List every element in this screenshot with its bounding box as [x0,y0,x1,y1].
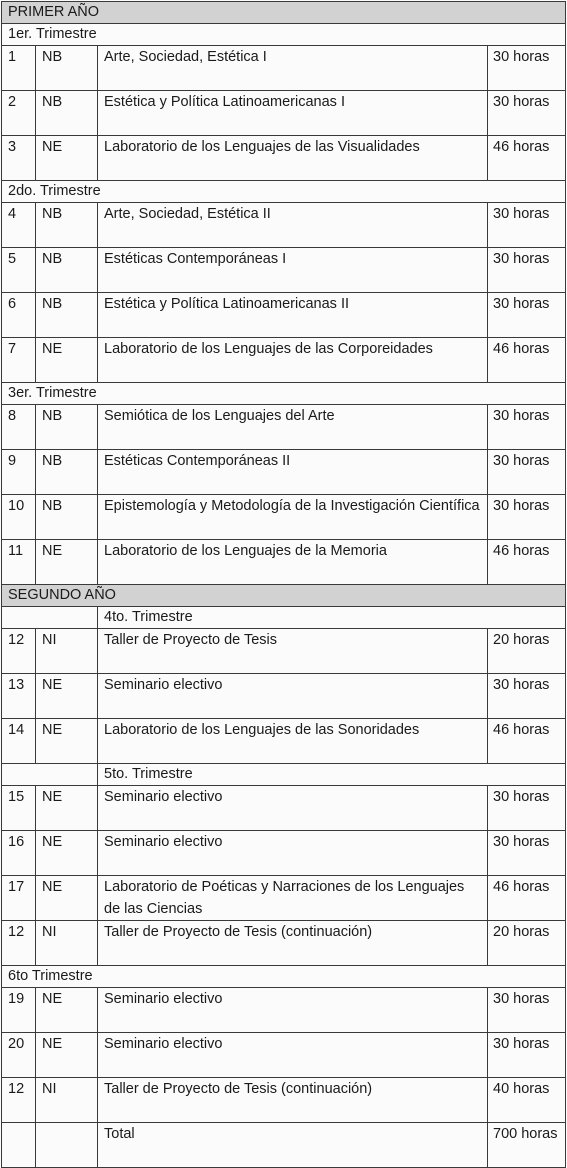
course-type-cell: NB [36,91,98,136]
course-number-cell: 12 [2,629,36,674]
course-row [2,46,566,91]
course-number-cell: 7 [2,338,36,383]
course-type-cell: NE [36,988,98,1033]
course-number-cell: 6 [2,293,36,338]
year-header: SEGUNDO AÑO [2,585,566,607]
trimester-header: 5to. Trimestre [98,764,566,786]
course-type-cell: NE [36,540,98,585]
trimester-header-row [2,607,566,629]
course-hours-cell: 46 horas [488,540,566,585]
course-hours-cell: 30 horas [488,831,566,876]
year-header-row [2,585,566,607]
course-row [2,719,566,764]
course-hours-cell: 30 horas [488,405,566,450]
course-row [2,248,566,293]
study-plan-body [2,2,566,1168]
course-hours-cell: 46 horas [488,876,566,921]
course-row [2,629,566,674]
course-type-cell: NB [36,405,98,450]
course-hours-cell: 30 horas [488,1033,566,1078]
course-row [2,1033,566,1078]
course-row [2,921,566,966]
course-name-cell: Semiótica de los Lenguajes del Arte [98,405,488,450]
course-row [2,831,566,876]
course-number-cell: 11 [2,540,36,585]
empty-cell [2,607,98,629]
course-name-cell: Seminario electivo [98,988,488,1033]
course-name-cell: Seminario electivo [98,1033,488,1078]
course-row [2,786,566,831]
course-type-cell: NI [36,921,98,966]
course-number-cell: 17 [2,876,36,921]
course-hours-cell: 46 horas [488,338,566,383]
course-type-cell: NE [36,786,98,831]
trimester-header: 1er. Trimestre [2,24,566,46]
course-number-cell: 19 [2,988,36,1033]
course-row [2,293,566,338]
course-number-cell: 1 [2,46,36,91]
trimester-header-row [2,24,566,46]
course-name-cell: Seminario electivo [98,674,488,719]
course-number-cell: 20 [2,1033,36,1078]
course-type-cell: NB [36,203,98,248]
course-number-cell: 14 [2,719,36,764]
course-number-cell: 2 [2,91,36,136]
course-row [2,136,566,181]
trimester-header-row [2,764,566,786]
course-name-cell: Seminario electivo [98,831,488,876]
course-number-cell: 12 [2,921,36,966]
course-name-cell: Seminario electivo [98,786,488,831]
course-name-cell: Taller de Proyecto de Tesis (continuación) [98,921,488,966]
course-type-cell: NB [36,46,98,91]
course-row [2,338,566,383]
course-hours-cell: 30 horas [488,674,566,719]
course-hours-cell: 30 horas [488,786,566,831]
course-hours-cell: 46 horas [488,719,566,764]
course-number-cell: 15 [2,786,36,831]
course-hours-cell: 40 horas [488,1078,566,1123]
trimester-header-row [2,966,566,988]
course-name-cell: Taller de Proyecto de Tesis [98,629,488,674]
course-hours-cell: 30 horas [488,46,566,91]
trimester-header-row [2,181,566,203]
course-hours-cell: 20 horas [488,629,566,674]
course-name-cell: Estética y Política Latinoamericanas II [98,293,488,338]
course-number-cell [2,1123,36,1168]
course-row [2,540,566,585]
course-hours-cell: 30 horas [488,495,566,540]
course-number-cell: 5 [2,248,36,293]
course-type-cell: NE [36,1033,98,1078]
course-row [2,405,566,450]
year-header-row [2,2,566,24]
course-hours-cell: 20 horas [488,921,566,966]
study-plan-table [1,1,566,1168]
course-number-cell: 16 [2,831,36,876]
course-type-cell: NE [36,831,98,876]
course-number-cell: 3 [2,136,36,181]
course-hours-cell: 30 horas [488,988,566,1033]
course-number-cell: 13 [2,674,36,719]
course-type-cell: NI [36,1078,98,1123]
course-number-cell: 8 [2,405,36,450]
course-row [2,495,566,540]
course-row [2,1078,566,1123]
course-row [2,674,566,719]
course-type-cell: NE [36,876,98,921]
course-name-cell: Laboratorio de los Lenguajes de las Corporeidades [98,338,488,383]
trimester-header: 3er. Trimestre [2,383,566,405]
course-name-cell: Laboratorio de Poéticas y Narraciones de los Lenguajes de las Ciencias [98,876,488,921]
course-type-cell: NE [36,719,98,764]
course-type-cell: NE [36,136,98,181]
course-name-cell: Laboratorio de los Lenguajes de las Visualidades [98,136,488,181]
course-type-cell: NE [36,674,98,719]
course-name-cell: Taller de Proyecto de Tesis (continuación) [98,1078,488,1123]
trimester-header: 6to Trimestre [2,966,566,988]
course-hours-cell: 700 horas [488,1123,566,1168]
course-row [2,988,566,1033]
course-row [2,203,566,248]
course-type-cell: NB [36,293,98,338]
course-hours-cell: 30 horas [488,91,566,136]
course-type-cell: NB [36,495,98,540]
course-name-cell: Estéticas Contemporáneas I [98,248,488,293]
course-number-cell: 10 [2,495,36,540]
course-row [2,876,566,921]
trimester-header-row [2,383,566,405]
course-row [2,1123,566,1168]
trimester-header: 4to. Trimestre [98,607,566,629]
course-hours-cell: 46 horas [488,136,566,181]
course-name-cell: Estéticas Contemporáneas II [98,450,488,495]
course-type-cell: NI [36,629,98,674]
course-hours-cell: 30 horas [488,248,566,293]
course-name-cell: Laboratorio de los Lenguajes de las Sonoridades [98,719,488,764]
course-type-cell: NE [36,338,98,383]
course-hours-cell: 30 horas [488,293,566,338]
course-name-cell: Laboratorio de los Lenguajes de la Memoria [98,540,488,585]
course-number-cell: 12 [2,1078,36,1123]
course-row [2,450,566,495]
course-name-cell: Arte, Sociedad, Estética I [98,46,488,91]
course-hours-cell: 30 horas [488,203,566,248]
course-row [2,91,566,136]
course-type-cell: NB [36,248,98,293]
course-name-cell: Epistemología y Metodología de la Investigación Científica [98,495,488,540]
course-hours-cell: 30 horas [488,450,566,495]
course-type-cell [36,1123,98,1168]
course-number-cell: 9 [2,450,36,495]
course-name-cell: Arte, Sociedad, Estética II [98,203,488,248]
course-name-cell: Estética y Política Latinoamericanas I [98,91,488,136]
year-header: PRIMER AÑO [2,2,566,24]
trimester-header: 2do. Trimestre [2,181,566,203]
course-name-cell: Total [98,1123,488,1168]
empty-cell [2,764,98,786]
course-number-cell: 4 [2,203,36,248]
course-type-cell: NB [36,450,98,495]
